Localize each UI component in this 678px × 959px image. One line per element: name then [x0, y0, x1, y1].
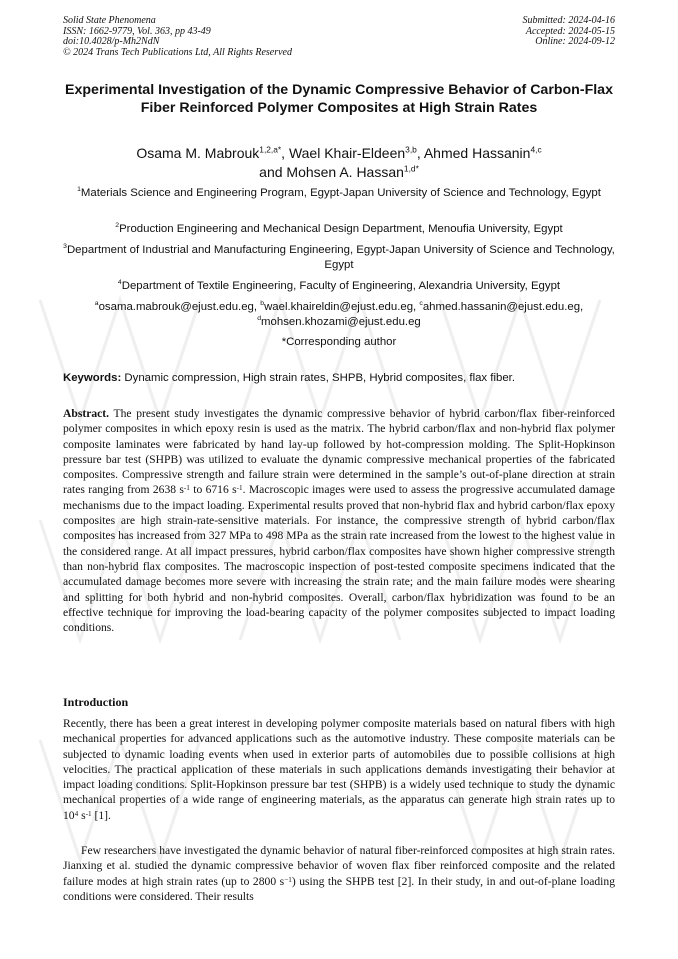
submitted-date: Submitted: 2024-04-16	[522, 15, 615, 26]
copyright: © 2024 Trans Tech Publications Ltd, All Rights Reserved	[63, 46, 292, 58]
author-list: Osama M. Mabrouk$^{1,2,a*}$, Wael Khair-Eldeen$^{3,b}$, Ahmed Hassanin$^{4,c}$ and Mohsen A. Hassan$^{1,d*}$	[136, 144, 542, 180]
section-heading-introduction: Introduction	[63, 695, 129, 709]
intro-paragraph-1: Recently, there has been a great interest in developing polymer composite materials based on natural fibers with high mechanical properties for advanced applications such as the automotive industry. These composite materials can be subjected to dynamic loading events when used in exterior parts of automobiles due to possible collisions at high velocities. The practical application of these materials in such applications demands investigating their behavior at impact loading conditions. Split-Hopkinson pressure bar test (SHPB) is a widely used technique to study the dynamic mechanical properties of a wide range of engineering materials, as the apparatus can generate high strain rates up to $10^4$ $s^{-1}$ [1].	[63, 717, 615, 822]
email-link[interactable]: wael.khaireldin@ejust.edu.eg	[264, 301, 414, 313]
affiliation-4: $^4$Department of Textile Engineering, Faculty of Engineering, Alexandria University, Egypt	[117, 279, 561, 292]
email-link[interactable]: osama.mabrouk@ejust.edu.eg	[98, 301, 254, 313]
paper-title: Experimental Investigation of the Dynamic Compressive Behavior of Carbon-Flax Fiber Reinforced Polymer Composites at High Strain Rates	[65, 82, 613, 116]
keywords-label: Keywords:	[63, 372, 122, 384]
author-affil-sup: 4,c	[530, 144, 542, 155]
online-date: Online: 2024-09-12	[535, 36, 615, 48]
abstract: Abstract. The present study investigates the dynamic compressive behavior of hybrid carbon/flax fiber-reinforced polymer composites in which epoxy resin is used as the matrix. The hybrid carbon/flax and non-hybrid flax polymer composite laminates were fabricated by hand lay-up followed by hot-compression molding. The Split-Hopkinson pressure bar test (SHPB) was utilized to evaluate the dynamic compressive mechanical properties of the fabricated composites. Compressive strength and failure strain were determined in the sample’s out-of-plane direction at strain rates ranging from 2638 $s^{-1}$ to 6716 $s^{-1}$. Macroscopic images were used to assess the progressive accumulated damage mechanisms due to the impact loading. Experimental results proved that non-hybrid flax and hybrid carbon/flax epoxy composites are high strain-rate-sensitive materials. For instance, the compressive strength of hybrid carbon/flax composites has increased from 327 MPa to 498 MPa as the strain rate increased from the lowest to the highest value in the considered range. At all impact pressures, hybrid carbon/flax composites have shown higher compressive strength than non-hybrid flax composites. The macroscopic inspection of post-tested composite specimens indicated that the accumulated damage becomes more severe with increasing the strain rate; and the main failure modes were shearing and splitting for both hybrid and non-hybrid composites. Overall, carbon/flax hybridization was found to be an effective technique for improving the load-bearing capacity of the polymer composites subjected to impact loading conditions.	[63, 407, 615, 635]
author-affil-sup: 3,b	[405, 144, 417, 155]
accepted-date: Accepted: 2024-05-15	[525, 25, 615, 37]
corresponding-author-note: *Corresponding author	[281, 336, 397, 348]
affiliation-3: $^3$Department of Industrial and Manufacturing Engineering, Egypt-Japan University of Science and Technology, Egypt	[63, 243, 615, 271]
header-left	[63, 16, 292, 58]
email-link[interactable]: mohsen.khozami@ejust.edu.eg	[261, 315, 421, 328]
author-name: Ahmed Hassanin	[423, 145, 531, 161]
abstract-label: Abstract.	[63, 407, 110, 420]
intro-paragraph-2: Few researchers have investigated the dynamic behavior of natural fiber-reinforced composites at high strain rates. Jianxing et al. studied the dynamic compressive behavior of woven flax fiber reinforced composite and the related failure modes at high strain rates (up to 2800 $s^{-1}$) using the SHPB test [2]. In their study, in and out-of-plane loading conditions were considered. Their results	[63, 844, 615, 903]
email-link[interactable]: ahmed.hassanin@ejust.edu.eg	[422, 301, 581, 313]
doi: doi:10.4028/p-Mh2NdN	[63, 36, 160, 48]
author-name: Wael Khair-Eldeen	[288, 145, 406, 161]
header-right	[523, 16, 616, 48]
journal-name: Solid State Phenomena	[63, 15, 156, 26]
email-list: $^a$osama.mabrouk@ejust.edu.eg, $^b$wael.khaireldin@ejust.edu.eg, $^c$ahmed.hassanin@ejust.edu.eg, $^d$mohsen.khozami@ejust.edu.eg	[94, 300, 584, 328]
keywords-text: Dynamic compression, High strain rates, SHPB, Hybrid composites, flax fiber.	[124, 372, 515, 384]
affiliation-2: $^2$Production Engineering and Mechanical Design Department, Menoufia University, Egypt	[115, 222, 563, 235]
keywords	[63, 372, 615, 384]
author-affil-sup: 1,2,a*	[259, 144, 282, 155]
issn: ISSN: 1662-9779, Vol. 363, pp 43-49	[63, 25, 211, 37]
author-name: Mohsen A. Hassan	[286, 163, 404, 180]
author-name: Osama M. Mabrouk	[136, 145, 260, 161]
affiliation-1: $^1$Materials Science and Engineering Program, Egypt-Japan University of Science and Technology, Egypt	[77, 186, 601, 199]
author-affil-sup: 1,d*	[403, 162, 419, 173]
